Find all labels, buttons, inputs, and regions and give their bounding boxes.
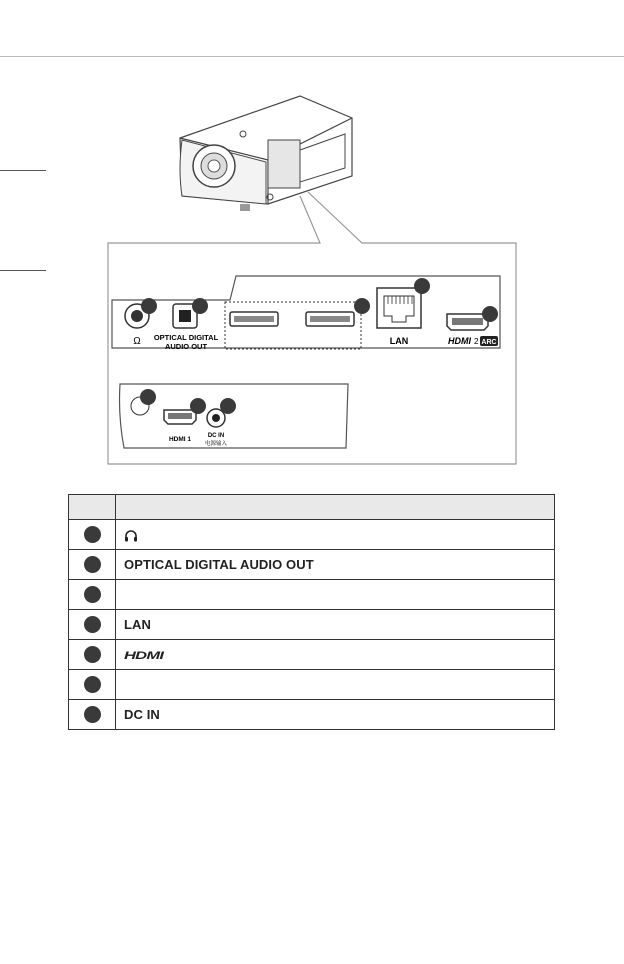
headphone-icon <box>124 529 138 542</box>
dc-in-sublabel: 电源输入 <box>204 441 228 447</box>
table-header-desc <box>116 495 555 520</box>
table-row <box>69 670 555 700</box>
projector-illustration <box>180 96 352 211</box>
table-row <box>69 700 555 730</box>
lan-label: LAN <box>389 336 409 346</box>
table-header-num <box>69 495 116 520</box>
marker-3 <box>354 298 370 314</box>
hdmi2-arc-badge: ARC <box>481 339 497 346</box>
row-marker <box>84 586 101 603</box>
marker-7a <box>190 398 206 414</box>
marker-6 <box>140 389 156 405</box>
row-marker <box>84 616 101 633</box>
row-label: OPTICAL DIGITAL AUDIO OUT <box>124 557 314 572</box>
marker-4 <box>414 278 430 294</box>
port-table <box>68 494 555 730</box>
marker-5 <box>482 306 498 322</box>
row-label: DC IN <box>124 707 160 722</box>
row-marker <box>84 646 101 663</box>
row-marker <box>84 556 101 573</box>
row-marker <box>84 676 101 693</box>
row-label: LAN <box>124 617 152 632</box>
marker-7b <box>220 398 236 414</box>
table-row <box>69 580 555 610</box>
dc-in-label: DC IN <box>207 433 225 439</box>
hdmi1-label: HDMI 1 <box>168 436 192 443</box>
marker-2 <box>192 298 208 314</box>
hdmi-logo: HDMI <box>124 650 164 662</box>
table-row <box>69 550 555 580</box>
table-row <box>69 640 555 670</box>
table-header-row <box>69 495 555 520</box>
table-row <box>69 520 555 550</box>
optical-label-line2: AUDIO OUT <box>164 342 208 351</box>
projector-ports-diagram <box>0 80 624 480</box>
row-marker <box>84 526 101 543</box>
top-rule <box>0 56 624 57</box>
headphone-label: Ω <box>133 336 141 347</box>
optical-label-line1: OPTICAL DIGITAL <box>153 333 219 342</box>
marker-1 <box>141 298 157 314</box>
table-row <box>69 610 555 640</box>
row-marker <box>84 706 101 723</box>
hdmi2-logo: HDMI <box>448 336 471 346</box>
hdmi2-number: 2 <box>474 337 479 346</box>
